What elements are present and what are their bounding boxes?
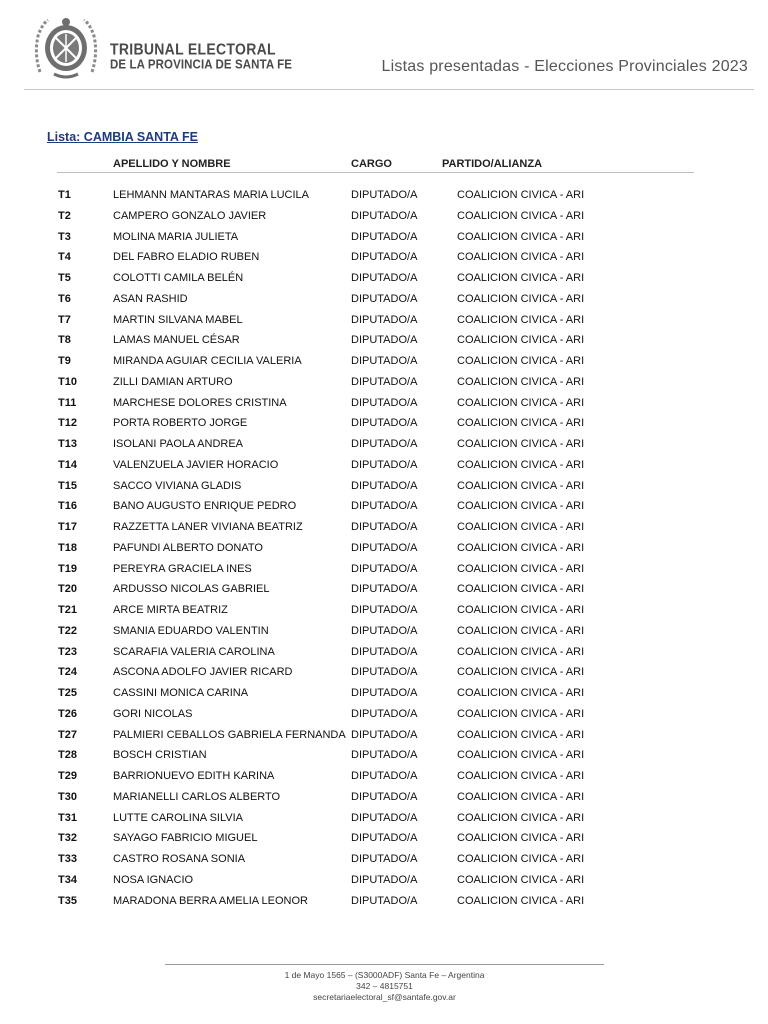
candidate-cargo: DIPUTADO/A [351, 707, 418, 720]
table-row [0, 559, 768, 580]
candidate-party: COALICION CIVICA - ARI [457, 541, 585, 554]
table-row [0, 745, 768, 766]
candidate-cargo: DIPUTADO/A [351, 438, 418, 450]
candidate-cargo: DIPUTADO/A [351, 292, 418, 305]
candidate-name: PAFUNDI ALBERTO DONATO [113, 541, 263, 554]
candidate-cargo: DIPUTADO/A [351, 417, 418, 430]
table-row [0, 206, 768, 227]
candidate-cargo: DIPUTADO/A [351, 894, 418, 907]
candidate-name: LAMAS MANUEL CÉSAR [113, 334, 240, 347]
candidate-number: T3 [58, 230, 71, 243]
candidate-number: T33 [58, 853, 77, 865]
candidate-party: COALICION CIVICA - ARI [457, 624, 585, 637]
candidate-number: T26 [58, 707, 77, 720]
candidate-number: T29 [58, 770, 77, 782]
candidate-name: BANO AUGUSTO ENRIQUE PEDRO [113, 500, 297, 513]
candidate-party: COALICION CIVICA - ARI [457, 272, 585, 284]
footer-divider [165, 964, 604, 965]
table-row [0, 662, 768, 683]
candidate-table [0, 185, 768, 911]
candidate-number: T21 [58, 604, 77, 616]
table-row [0, 621, 768, 642]
candidate-number: T35 [58, 894, 77, 907]
footer-phone: 342 – 4815751 [356, 981, 413, 991]
table-row [0, 891, 768, 912]
candidate-cargo: DIPUTADO/A [351, 666, 418, 679]
candidate-party: COALICION CIVICA - ARI [457, 728, 585, 741]
table-row [0, 413, 768, 434]
candidate-cargo: DIPUTADO/A [351, 790, 418, 803]
table-row [0, 725, 768, 746]
candidate-name: PALMIERI CEBALLOS GABRIELA FERNANDA [113, 728, 346, 741]
candidate-party: COALICION CIVICA - ARI [457, 438, 585, 450]
candidate-cargo: DIPUTADO/A [351, 396, 418, 409]
candidate-number: T1 [58, 189, 71, 201]
candidate-name: PORTA ROBERTO JORGE [113, 417, 248, 430]
page-header [0, 0, 768, 95]
table-row [0, 310, 768, 331]
candidate-number: T15 [58, 479, 77, 492]
table-row [0, 351, 768, 372]
candidate-number: T5 [58, 272, 71, 284]
candidate-party: COALICION CIVICA - ARI [457, 334, 585, 347]
candidate-name: NOSA IGNACIO [113, 873, 194, 886]
candidate-name: DEL FABRO ELADIO RUBEN [113, 251, 260, 264]
table-row [0, 247, 768, 268]
candidate-name: ASAN RASHID [113, 292, 188, 305]
candidate-party: COALICION CIVICA - ARI [457, 749, 585, 762]
table-row [0, 808, 768, 829]
header-divider [24, 89, 754, 90]
candidate-party: COALICION CIVICA - ARI [457, 666, 585, 679]
candidate-number: T24 [58, 666, 77, 679]
table-row [0, 517, 768, 538]
candidate-cargo: DIPUTADO/A [351, 562, 418, 575]
candidate-cargo: DIPUTADO/A [351, 375, 418, 388]
candidate-number: T12 [58, 417, 77, 430]
candidate-name: GORI NICOLAS [113, 707, 193, 720]
candidate-cargo: DIPUTADO/A [351, 687, 418, 699]
table-row [0, 870, 768, 891]
candidate-party: COALICION CIVICA - ARI [457, 521, 585, 533]
candidate-party: COALICION CIVICA - ARI [457, 458, 585, 471]
page-footer [165, 970, 604, 1003]
candidate-cargo: DIPUTADO/A [351, 832, 418, 845]
table-header-divider [57, 172, 694, 173]
candidate-cargo: DIPUTADO/A [351, 811, 418, 824]
table-row [0, 455, 768, 476]
candidate-number: T2 [58, 209, 71, 222]
candidate-name: MARADONA BERRA AMELIA LEONOR [113, 894, 309, 907]
candidate-cargo: DIPUTADO/A [351, 541, 418, 554]
candidate-cargo: DIPUTADO/A [351, 645, 418, 658]
candidate-cargo: DIPUTADO/A [351, 749, 418, 762]
table-row [0, 683, 768, 704]
table-row [0, 600, 768, 621]
candidate-number: T30 [58, 790, 77, 803]
table-row [0, 642, 768, 663]
candidate-name: SCARAFIA VALERIA CAROLINA [113, 645, 275, 658]
candidate-number: T11 [58, 396, 77, 409]
candidate-name: BARRIONUEVO EDITH KARINA [113, 770, 275, 782]
candidate-cargo: DIPUTADO/A [351, 209, 418, 222]
candidate-number: T9 [58, 355, 71, 367]
table-row [0, 476, 768, 497]
candidate-number: T16 [58, 500, 77, 513]
candidate-name: PEREYRA GRACIELA INES [113, 562, 252, 575]
candidate-number: T34 [58, 873, 77, 886]
candidate-party: COALICION CIVICA - ARI [457, 583, 585, 596]
candidate-number: T6 [58, 292, 71, 305]
table-row [0, 330, 768, 351]
candidate-party: COALICION CIVICA - ARI [457, 479, 585, 492]
table-row [0, 393, 768, 414]
candidate-cargo: DIPUTADO/A [351, 272, 418, 284]
candidate-cargo: DIPUTADO/A [351, 770, 418, 782]
provincial-seal-icon [30, 14, 102, 80]
candidate-cargo: DIPUTADO/A [351, 728, 418, 741]
candidate-party: COALICION CIVICA - ARI [457, 189, 585, 201]
candidate-name: SACCO VIVIANA GLADIS [113, 479, 242, 492]
candidate-party: COALICION CIVICA - ARI [457, 313, 585, 326]
footer-email: secretariaelectoral_sf@santafe.gov.ar [313, 992, 456, 1002]
candidate-party: COALICION CIVICA - ARI [457, 292, 585, 305]
candidate-name: MARCHESE DOLORES CRISTINA [113, 396, 287, 409]
candidate-number: T28 [58, 749, 77, 762]
table-row [0, 579, 768, 600]
candidate-name: VALENZUELA JAVIER HORACIO [113, 458, 279, 471]
table-row [0, 766, 768, 787]
organization-line1: TRIBUNAL ELECTORAL [110, 40, 276, 58]
candidate-name: ARCE MIRTA BEATRIZ [113, 604, 228, 616]
candidate-party: COALICION CIVICA - ARI [457, 790, 585, 803]
candidate-cargo: DIPUTADO/A [351, 604, 418, 616]
candidate-party: COALICION CIVICA - ARI [457, 894, 585, 907]
table-row [0, 227, 768, 248]
list-title: Lista: CAMBIA SANTA FE [47, 130, 198, 144]
candidate-party: COALICION CIVICA - ARI [457, 832, 585, 845]
candidate-name: COLOTTI CAMILA BELÉN [113, 272, 244, 284]
candidate-number: T22 [58, 624, 77, 637]
candidate-cargo: DIPUTADO/A [351, 873, 418, 886]
candidate-name: MARTIN SILVANA MABEL [113, 313, 243, 326]
column-header-cargo: CARGO [351, 158, 392, 170]
candidate-name: SAYAGO FABRICIO MIGUEL [113, 832, 258, 845]
candidate-party: COALICION CIVICA - ARI [457, 707, 585, 720]
candidate-name: RAZZETTA LANER VIVIANA BEATRIZ [113, 521, 303, 533]
table-row [0, 704, 768, 725]
candidate-cargo: DIPUTADO/A [351, 251, 418, 264]
candidate-party: COALICION CIVICA - ARI [457, 770, 585, 782]
candidate-name: LEHMANN MANTARAS MARIA LUCILA [113, 189, 310, 201]
candidate-name: ZILLI DAMIAN ARTURO [113, 375, 233, 388]
candidate-cargo: DIPUTADO/A [351, 853, 418, 865]
candidate-cargo: DIPUTADO/A [351, 583, 418, 596]
candidate-number: T19 [58, 562, 77, 575]
candidate-party: COALICION CIVICA - ARI [457, 811, 585, 824]
candidate-party: COALICION CIVICA - ARI [457, 396, 585, 409]
candidate-number: T13 [58, 438, 77, 450]
table-row [0, 185, 768, 206]
candidate-party: COALICION CIVICA - ARI [457, 645, 585, 658]
candidate-party: COALICION CIVICA - ARI [457, 873, 585, 886]
organization-name [110, 42, 292, 72]
candidate-number: T8 [58, 334, 71, 347]
candidate-name: CASTRO ROSANA SONIA [113, 853, 246, 865]
candidate-name: SMANIA EDUARDO VALENTIN [113, 624, 269, 637]
candidate-cargo: DIPUTADO/A [351, 479, 418, 492]
candidate-cargo: DIPUTADO/A [351, 334, 418, 347]
candidate-cargo: DIPUTADO/A [351, 500, 418, 513]
candidate-name: ARDUSSO NICOLAS GABRIEL [113, 583, 270, 596]
candidate-name: CASSINI MONICA CARINA [113, 687, 249, 699]
candidate-name: MARIANELLI CARLOS ALBERTO [113, 790, 281, 803]
candidate-name: BOSCH CRISTIAN [113, 749, 207, 762]
candidate-cargo: DIPUTADO/A [351, 230, 418, 243]
candidate-cargo: DIPUTADO/A [351, 355, 418, 367]
candidate-name: CAMPERO GONZALO JAVIER [113, 209, 267, 222]
candidate-party: COALICION CIVICA - ARI [457, 853, 585, 865]
column-header-party: PARTIDO/ALIANZA [442, 158, 543, 170]
candidate-party: COALICION CIVICA - ARI [457, 562, 585, 575]
column-header-name: APELLIDO Y NOMBRE [113, 158, 231, 170]
table-row [0, 849, 768, 870]
candidate-party: COALICION CIVICA - ARI [457, 604, 585, 616]
candidate-name: ASCONA ADOLFO JAVIER RICARD [113, 666, 293, 679]
table-row [0, 496, 768, 517]
candidate-number: T4 [58, 251, 71, 264]
table-row [0, 268, 768, 289]
candidate-number: T20 [58, 583, 77, 596]
organization-line2: DE LA PROVINCIA DE SANTA FE [110, 57, 293, 72]
footer-address: 1 de Mayo 1565 – (S3000ADF) Santa Fe – Argentina [284, 970, 485, 980]
candidate-number: T7 [58, 313, 71, 326]
document-title: Listas presentadas - Elecciones Provinciales 2023 [381, 58, 748, 75]
candidate-name: LUTTE CAROLINA SILVIA [113, 811, 244, 824]
candidate-cargo: DIPUTADO/A [351, 189, 418, 201]
candidate-party: COALICION CIVICA - ARI [457, 251, 585, 264]
candidate-party: COALICION CIVICA - ARI [457, 687, 585, 699]
candidate-party: COALICION CIVICA - ARI [457, 417, 585, 430]
table-row [0, 434, 768, 455]
candidate-name: MIRANDA AGUIAR CECILIA VALERIA [113, 355, 302, 367]
candidate-number: T14 [58, 458, 77, 471]
candidate-cargo: DIPUTADO/A [351, 313, 418, 326]
candidate-party: COALICION CIVICA - ARI [457, 209, 585, 222]
candidate-party: COALICION CIVICA - ARI [457, 230, 585, 243]
candidate-number: T23 [58, 645, 77, 658]
candidate-cargo: DIPUTADO/A [351, 624, 418, 637]
candidate-cargo: DIPUTADO/A [351, 458, 418, 471]
table-row [0, 538, 768, 559]
candidate-name: ISOLANI PAOLA ANDREA [113, 438, 244, 450]
candidate-number: T32 [58, 832, 77, 845]
candidate-number: T17 [58, 521, 77, 533]
candidate-party: COALICION CIVICA - ARI [457, 355, 585, 367]
candidate-cargo: DIPUTADO/A [351, 521, 418, 533]
candidate-number: T25 [58, 687, 77, 699]
candidate-number: T18 [58, 541, 77, 554]
candidate-name: MOLINA MARIA JULIETA [113, 230, 239, 243]
candidate-party: COALICION CIVICA - ARI [457, 375, 585, 388]
table-row [0, 372, 768, 393]
candidate-party: COALICION CIVICA - ARI [457, 500, 585, 513]
candidate-number: T10 [58, 375, 77, 388]
table-row [0, 828, 768, 849]
candidate-number: T31 [58, 811, 77, 824]
candidate-number: T27 [58, 728, 77, 741]
table-row [0, 787, 768, 808]
table-row [0, 289, 768, 310]
